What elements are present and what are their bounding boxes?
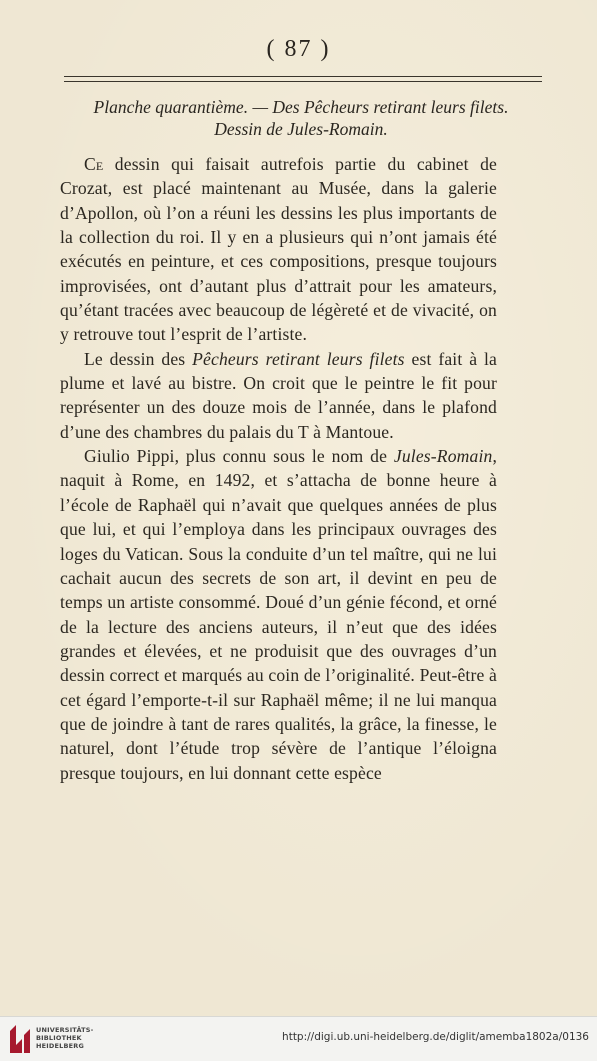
paragraph-2-start: Le dessin des	[84, 348, 193, 369]
paragraph-2-title: Pêcheurs retirant leurs filets	[192, 348, 405, 369]
paragraph-1-first-word: Ce	[84, 154, 104, 174]
page-number: ( 87 )	[266, 36, 331, 62]
paragraph-2-rest: est fait à la plume et lavé au bistre. On croit que le peintre le fit pour représenter un des douze mois de l’année, dans le plafond d’une des chambres du palais du T à Mantoue.	[60, 348, 497, 442]
paragraph-3	[60, 444, 497, 785]
page-url[interactable]: http://digi.ub.uni-heidelberg.de/diglit/amemba1802a/0136	[282, 1031, 589, 1043]
paragraph-3-start: Giulio Pippi, plus connu sous le nom de	[84, 446, 394, 467]
logo-line-2: BIBLIOTHEK	[36, 1034, 82, 1042]
paragraph-1-text: dessin qui faisait autrefois partie du cabinet de Crozat, est placé maintenant au Musée, dans la galerie d’Apollon, où l’on a réuni les dessins les plus importants de la collection du roi. Il y en a plusieurs qui n’ont jamais été exécutés en peinture, et ces compositions, presque toujours improvisées, ont d’autant plus d’attrait pour les amateurs, qu’étant tracées avec beaucoup de légèreté et de vivacité, on y retrouve tout l’esprit de l’artiste.	[60, 154, 497, 345]
viewer-footer	[0, 1016, 597, 1061]
plate-heading	[56, 96, 546, 140]
paragraph-3-name: Jules-Romain	[393, 446, 493, 467]
heading-line-1: Planche quarantième. — Des Pêcheurs retirant leurs filets.	[93, 97, 509, 117]
header-rule-top	[64, 76, 542, 77]
heading-line-2: Dessin de Jules-Romain.	[214, 119, 388, 139]
library-logo-text	[36, 1026, 94, 1050]
body-text	[60, 152, 497, 785]
logo-line-3: HEIDELBERG	[36, 1042, 85, 1050]
header-rule-bottom	[64, 81, 542, 82]
heidelberg-library-icon	[8, 1023, 32, 1055]
paragraph-3-rest: , naquit à Rome, en 1492, et s’attacha de bonne heure à l’école de Raphaël qui n’avait que quelques années de plus que lui, et qui l’employa dans les principaux ouvrages des loges du Vatican. Sous la conduite d’un tel maître, qui ne lui cachait aucun des secrets de son art, il devint en peu de temps un artiste consommé. Doué d’un génie fécond, et orné de la lecture des anciens auteurs, il n’eut que des idées grandes et élevées, et ne produisit que des ouvrages d’un dessin correct et marqués au coin de l’originalité. Peut-être à cet égard l’emporte-t-il sur Raphaël même; il ne lui manqua que de joindre à tant de rares qualités, la grâce, la finesse, le naturel, dont l’étude trop sévère de l’antique l’éloigna presque toujours, en lui donnant cette espèce	[60, 446, 497, 783]
logo-line-1: UNIVERSITÄTS-	[36, 1026, 94, 1034]
paragraph-2	[60, 347, 497, 444]
paragraph-1	[60, 152, 497, 347]
